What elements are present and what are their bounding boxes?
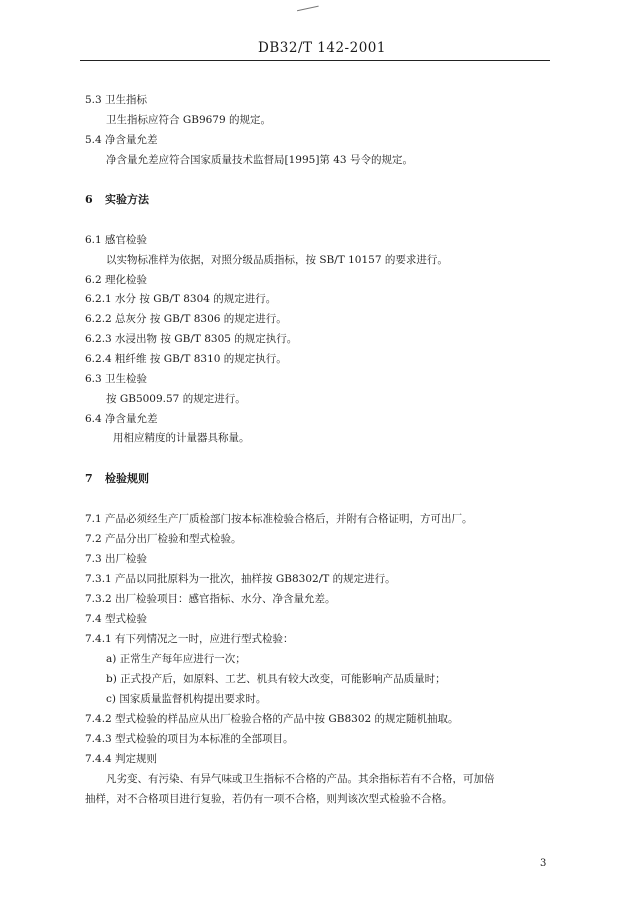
- clause-7-3: 7.3 出厂检验: [85, 553, 148, 565]
- clause-7-4: 7.4 型式检验: [85, 613, 148, 625]
- clause-5-4-text: 净含量允差应符合国家质量技术监督局[1995]第 43 号令的规定。: [106, 154, 413, 166]
- clause-6-2-3: 6.2.3 水浸出物 按 GB/T 8305 的规定执行。: [85, 333, 298, 345]
- clause-6-2-4: 6.2.4 粗纤维 按 GB/T 8310 的规定执行。: [85, 353, 287, 365]
- clause-6-4: 6.4 净含量允差: [85, 413, 158, 425]
- clause-6-1: 6.1 感官检验: [85, 234, 148, 246]
- clause-7-4-4-text-1: 凡劣变、有污染、有异气味或卫生指标不合格的产品。其余指标若有不合格，可加倍: [106, 773, 495, 785]
- clause-7-4-3: 7.4.3 型式检验的项目为本标准的全部项目。: [85, 733, 294, 745]
- clause-7-4-1: 7.4.1 有下列情况之一时，应进行型式检验：: [85, 633, 294, 645]
- section-6-heading: [85, 193, 149, 207]
- clause-6-3: 6.3 卫生检验: [85, 373, 148, 385]
- scan-mark: [295, 0, 318, 11]
- clause-6-2-2: 6.2.2 总灰分 按 GB/T 8306 的规定进行。: [85, 313, 287, 325]
- clause-7-3-1: 7.3.1 产品以同批原料为一批次，抽样按 GB8302/T 的规定进行。: [85, 573, 396, 585]
- clause-7-4-4: 7.4.4 判定规则: [85, 753, 158, 765]
- clause-6-1-text: 以实物标准样为依据，对照分级品质指标，按 SB/T 10157 的要求进行。: [106, 254, 448, 266]
- clause-6-3-text: 按 GB5009.57 的规定进行。: [106, 393, 246, 405]
- page-number: 3: [540, 858, 547, 869]
- clause-5-3: 5.3 卫生指标: [85, 94, 148, 106]
- header-rule: [80, 60, 550, 61]
- clause-7-4-4-text-2: 抽样，对不合格项目进行复验，若仍有一项不合格，则判该次型式检验不合格。: [85, 793, 453, 805]
- list-item-c: c) 国家质量监督机构提出要求时。: [106, 693, 267, 705]
- list-item-a: a) 正常生产每年应进行一次；: [106, 653, 246, 665]
- clause-7-2: 7.2 产品分出厂检验和型式检验。: [85, 533, 242, 545]
- clause-7-1: 7.1 产品必须经生产厂质检部门按本标准检验合格后，并附有合格证明，方可出厂。: [85, 513, 473, 525]
- document-code: DB32/T 142-2001: [258, 40, 386, 56]
- section-number: 7: [85, 472, 93, 485]
- list-item-b: b) 正式投产后，如原料、工艺、机具有较大改变，可能影响产品质量时；: [106, 673, 446, 685]
- section-title: 实验方法: [105, 193, 149, 206]
- clause-6-4-text: 用相应精度的计量器具称量。: [113, 432, 250, 444]
- clause-7-4-2: 7.4.2 型式检验的样品应从出厂检验合格的产品中按 GB8302 的规定随机抽取。: [85, 713, 459, 725]
- clause-5-4: 5.4 净含量允差: [85, 134, 158, 146]
- section-number: 6: [85, 193, 93, 206]
- section-title: 检验规则: [105, 472, 149, 485]
- section-7-heading: [85, 472, 149, 486]
- clause-7-3-2: 7.3.2 出厂检验项目：感官指标、水分、净含量允差。: [85, 593, 336, 605]
- clause-6-2-1: 6.2.1 水分 按 GB/T 8304 的规定进行。: [85, 293, 277, 305]
- clause-5-3-text: 卫生指标应符合 GB9679 的规定。: [106, 114, 272, 126]
- clause-6-2: 6.2 理化检验: [85, 274, 148, 286]
